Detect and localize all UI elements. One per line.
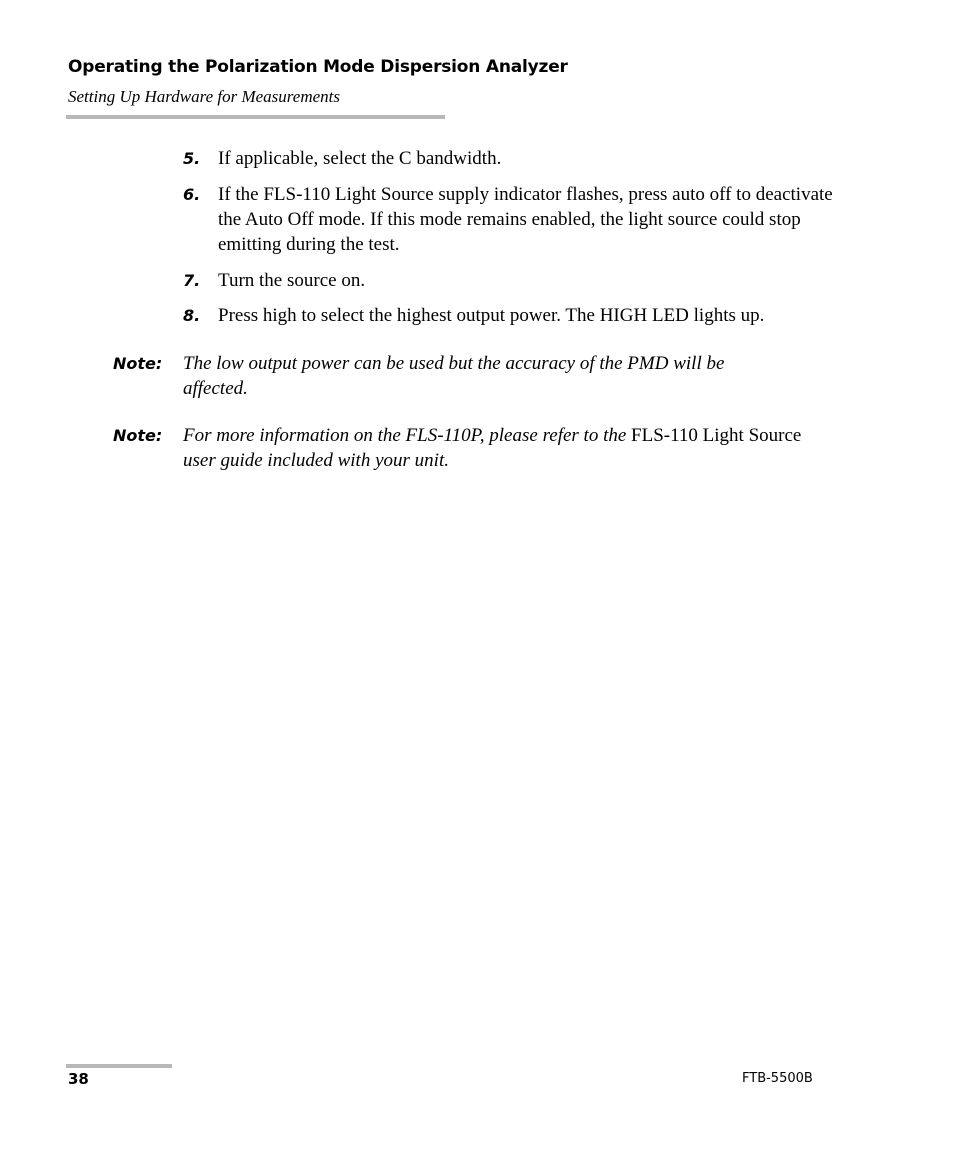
step-text: Press high to select the highest output power. The HIGH LED lights up. (218, 305, 765, 326)
note-text-part: For more information on the FLS-110P, please refer to the (183, 425, 627, 446)
step-7 (183, 268, 833, 293)
document-id: FTB-5500B (742, 1071, 813, 1086)
step-number: 8. (183, 306, 201, 325)
note-more-information (113, 423, 803, 473)
step-number: 7. (183, 271, 201, 290)
step-number: 5. (183, 149, 201, 168)
note-text-part: user guide included with your unit. (183, 450, 449, 471)
manual-title: FLS-110 Light Source (631, 425, 802, 446)
section-subtitle: Setting Up Hardware for Measurements (68, 87, 340, 106)
chapter-title: Operating the Polarization Mode Dispersion Analyzer (68, 57, 568, 77)
step-number: 6. (183, 185, 201, 204)
step-8 (183, 303, 843, 328)
step-text: If applicable, select the C bandwidth. (218, 148, 502, 169)
step-6 (183, 182, 833, 257)
step-text: If the FLS-110 Light Source supply indicator flashes, press auto off to deactivate the Auto Off mode. If this mode remains enabled, the light source could stop emitting during the test. (218, 184, 833, 255)
note-text (183, 423, 803, 473)
note-text: The low output power can be used but the accuracy of the PMD will be affected. (183, 353, 725, 399)
note-label: Note: (113, 354, 163, 373)
step-text: Turn the source on. (218, 270, 366, 291)
note-output-power (113, 351, 793, 401)
note-label: Note: (113, 426, 163, 445)
footer-divider (66, 1064, 172, 1068)
page-number: 38 (68, 1070, 89, 1088)
header-divider (66, 115, 445, 119)
step-5 (183, 146, 833, 171)
